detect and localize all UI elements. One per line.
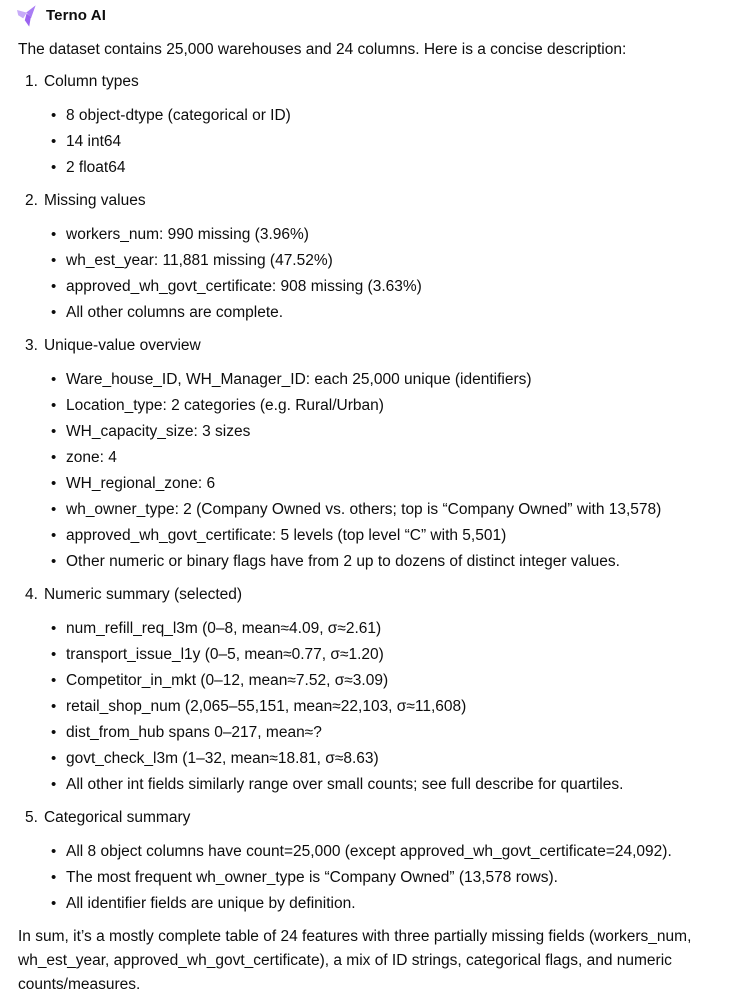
bullet-item: • dist_from_hub spans 0–217, mean≈? <box>66 720 728 746</box>
bullet-item: • Other numeric or binary flags have from 2 up to dozens of distinct integer values. <box>66 549 728 575</box>
bullet-item: • approved_wh_govt_certificate: 5 levels (top level “C” with 5,501) <box>66 523 728 549</box>
section-heading <box>18 806 728 830</box>
bullet-item: • workers_num: 990 missing (3.96%) <box>66 222 728 248</box>
section-bullets <box>18 616 728 798</box>
section-item <box>18 583 728 798</box>
bullet-item: • transport_issue_l1y (0–5, mean≈0.77, σ≈1.20) <box>66 642 728 668</box>
bullet-item: • Ware_house_ID, WH_Manager_ID: each 25,000 unique (identifiers) <box>66 367 728 393</box>
intro-paragraph: The dataset contains 25,000 warehouses and 24 columns. Here is a concise description: <box>18 41 627 58</box>
section-item <box>18 70 728 181</box>
summary-paragraph: In sum, it’s a mostly complete table of 24 features with three partially missing fields (workers_num, wh_est_year, approved_wh_govt_certificate), a mix of ID strings, categorical flags, and numeric counts/measures. <box>18 928 692 993</box>
app-name: Terno AI <box>46 7 106 24</box>
bullet-item: • WH_regional_zone: 6 <box>66 471 728 497</box>
bullet-item: • All other int fields similarly range over small counts; see full describe for quartiles. <box>66 772 728 798</box>
bullet-item: • 2 float64 <box>66 155 728 181</box>
section-bullets <box>18 222 728 326</box>
bullet-item: • The most frequent wh_owner_type is “Company Owned” (13,578 rows). <box>66 865 728 891</box>
section-title: Column types <box>43 73 139 90</box>
section-bullets <box>18 367 728 575</box>
section-title: Categorical summary <box>43 809 191 826</box>
section-heading <box>18 583 728 607</box>
section-heading <box>18 334 728 358</box>
section-item <box>18 189 728 326</box>
bullet-item: • num_refill_req_l3m (0–8, mean≈4.09, σ≈2.61) <box>66 616 728 642</box>
bullet-item: • zone: 4 <box>66 445 728 471</box>
section-number: 5. <box>25 809 38 826</box>
bullet-item: • 8 object-dtype (categorical or ID) <box>66 103 728 129</box>
bullet-item: • Location_type: 2 categories (e.g. Rural/Urban) <box>66 393 728 419</box>
bullet-item: • WH_capacity_size: 3 sizes <box>66 419 728 445</box>
section-title: Unique-value overview <box>43 337 201 354</box>
bullet-item: • retail_shop_num (2,065–55,151, mean≈22,103, σ≈11,608) <box>66 694 728 720</box>
section-number: 1. <box>25 73 38 90</box>
section-title: Numeric summary (selected) <box>43 586 243 603</box>
bullet-item: • 14 int64 <box>66 129 728 155</box>
bullet-item: • All 8 object columns have count=25,000 (except approved_wh_govt_certificate=24,092). <box>66 839 728 865</box>
section-bullets <box>18 839 728 917</box>
section-number: 2. <box>25 192 38 209</box>
bullet-item: • Competitor_in_mkt (0–12, mean≈7.52, σ≈3.09) <box>66 668 728 694</box>
section-item <box>18 806 728 917</box>
app-header <box>14 4 728 28</box>
bullet-item: • All identifier fields are unique by definition. <box>66 891 728 917</box>
bullet-item: • wh_owner_type: 2 (Company Owned vs. others; top is “Company Owned” with 13,578) <box>66 497 728 523</box>
description-list <box>18 70 728 917</box>
terno-ai-logo-icon <box>14 4 38 28</box>
bullet-item: • wh_est_year: 11,881 missing (47.52%) <box>66 248 728 274</box>
section-bullets <box>18 103 728 181</box>
section-heading <box>18 70 728 94</box>
bullet-item: • approved_wh_govt_certificate: 908 missing (3.63%) <box>66 274 728 300</box>
bullet-item: • All other columns are complete. <box>66 300 728 326</box>
section-title: Missing values <box>43 192 146 209</box>
section-item <box>18 334 728 575</box>
section-heading <box>18 189 728 213</box>
bullet-item: • govt_check_l3m (1–32, mean≈18.81, σ≈8.63) <box>66 746 728 772</box>
section-number: 4. <box>25 586 38 603</box>
section-number: 3. <box>25 337 38 354</box>
